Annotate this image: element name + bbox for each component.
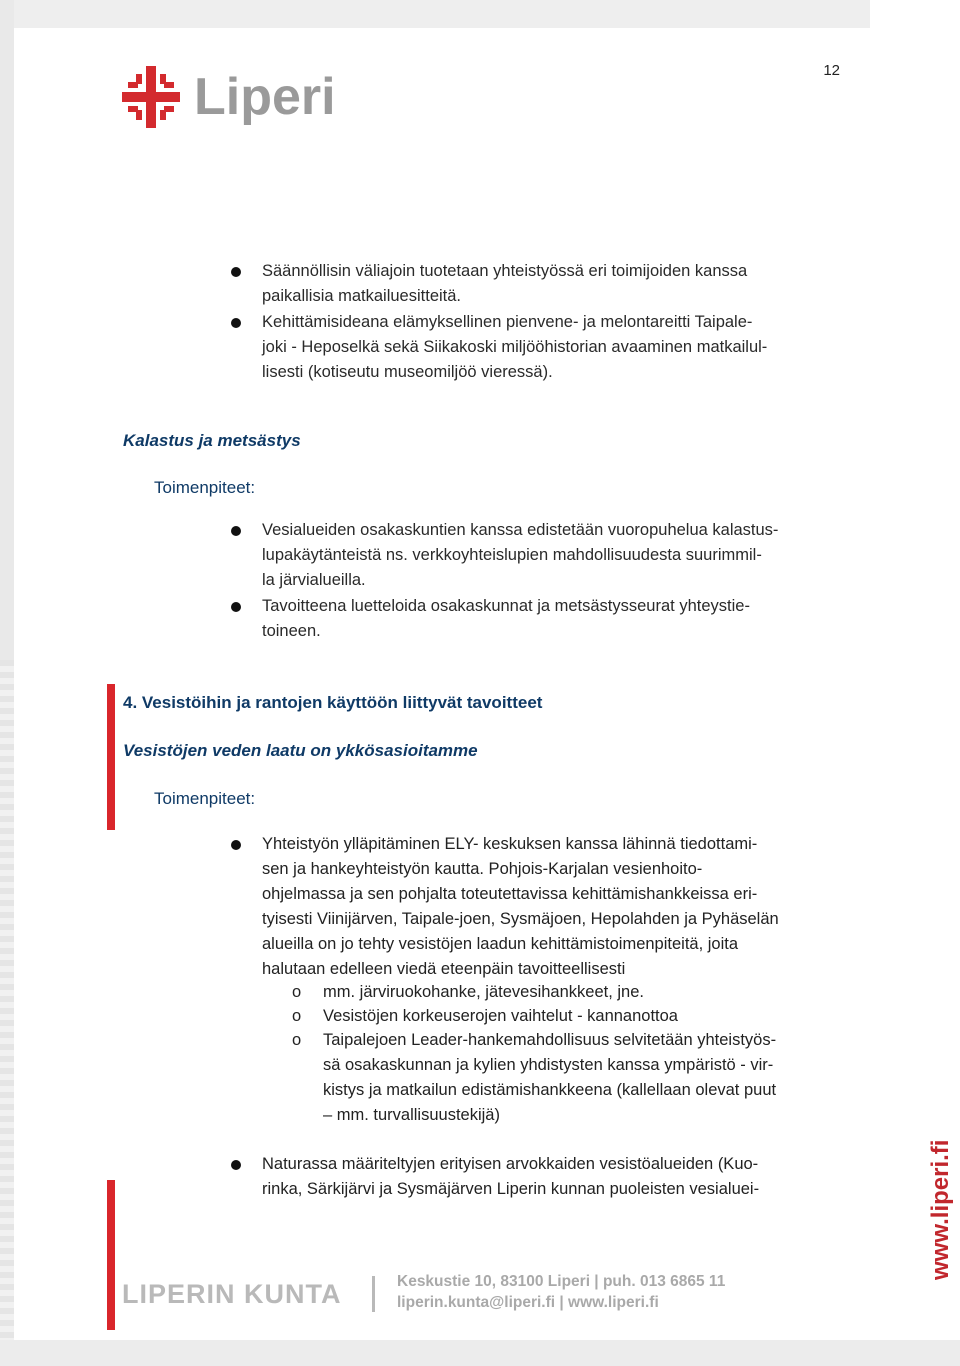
bullet-icon (231, 840, 241, 850)
page-top-right-blank (870, 0, 960, 28)
bullet-text: Vesialueiden osakaskuntien kanssa edistetään vuoropuhelua kalastus- lupakäytänteistä ns. verkkoyhteislupien mahdollisuudesta suurimmil- la järvialueilla. (262, 521, 779, 589)
side-url-text: www.liperi.fi (927, 1140, 954, 1280)
sub-bullet-marker: o (292, 983, 302, 1001)
section-subheading-water: Vesistöjen veden laatu on ykkösasioitamme (123, 741, 478, 760)
page-top-edge (0, 0, 870, 28)
bullet-icon (231, 318, 241, 328)
section-heading-fishing: Kalastus ja metsästys (123, 431, 301, 450)
sub-bullet-text: mm. järviruokohanke, jätevesihankkeet, jne. (323, 983, 644, 1001)
sub-bullet-text: Vesistöjen korkeuserojen vaihtelut - kannanottoa (323, 1007, 678, 1025)
page-left-pattern (0, 660, 14, 1366)
accent-bar (107, 684, 115, 830)
bullet-icon (231, 602, 241, 612)
bullet-text: Kehittämisideana elämyksellinen pienvene- ja melontareitti Taipale- joki - Heposelkä sekä Siikakoski miljööhistorian avaaminen matkailul- lisesti (kotiseutu museomiljöö vieressä). (262, 313, 768, 381)
section-heading-4: 4. Vesistöihin ja rantojen käyttöön liittyvät tavoitteet (123, 693, 543, 712)
page-bottom-edge (0, 1340, 960, 1366)
bullet-icon (231, 526, 241, 536)
footer-org-name: LIPERIN KUNTA (122, 1279, 342, 1309)
footer-address: Keskustie 10, 83100 Liperi | puh. 013 6865 11 (397, 1273, 726, 1290)
footer-divider (372, 1276, 375, 1312)
sub-bullet-marker: o (292, 1031, 302, 1049)
accent-bar (107, 1180, 115, 1330)
toimenpiteet-label: Toimenpiteet: (154, 789, 256, 808)
sub-bullet-text: Taipalejoen Leader-hankemahdollisuus selvitetään yhteistyös- sä osakaskunnan ja kylien yhdistysten kanssa ympäristö - vir- kistys ja matkailun edistämishankkeena (kallellaan olevat puut – mm. turvallisuustekijä) (323, 1031, 777, 1124)
liperi-cross-icon (122, 62, 362, 132)
bullet-text: Naturassa määriteltyjen erityisen arvokkaiden vesistöalueiden (Kuo- rinka, Särkijärvi ja Sysmäjärven Liperin kunnan puoleisten vesialuei- (262, 1155, 760, 1198)
footer-contact: liperin.kunta@liperi.fi | www.liperi.fi (397, 1294, 659, 1311)
toimenpiteet-label: Toimenpiteet: (154, 478, 256, 497)
sub-bullet-marker: o (292, 1007, 302, 1025)
side-url (918, 1140, 958, 1280)
bullet-text: Säännöllisin väliajoin tuotetaan yhteistyössä eri toimijoiden kanssa paikallisia matkailuesitteitä. (262, 262, 748, 305)
page-number: 12 (823, 62, 840, 79)
bullet-icon (231, 1160, 241, 1170)
bullet-text: Yhteistyön ylläpitäminen ELY- keskuksen kanssa lähinnä tiedottami- sen ja hankeyhteistyön kautta. Pohjois-Karjalan vesienhoito- ohjelmassa ja sen pohjalta toteutettavissa kehittämishankkeissa eri- tyisesti Viinijärven, Taipale-joen, Sysmäjoen, Hepolahden ja Pyhäselän alueilla on jo tehty vesistöjen laadun kehittämistoimenpiteitä, joita halutaan edelleen viedä eteenpäin tavoitteellisesti (262, 835, 779, 978)
liperi-logo (122, 62, 362, 132)
bullet-icon (231, 267, 241, 277)
logo-wordmark: Liperi (194, 68, 336, 126)
bullet-text: Tavoitteena luetteloida osakaskunnat ja metsästysseurat yhteystie- toineen. (262, 597, 750, 640)
